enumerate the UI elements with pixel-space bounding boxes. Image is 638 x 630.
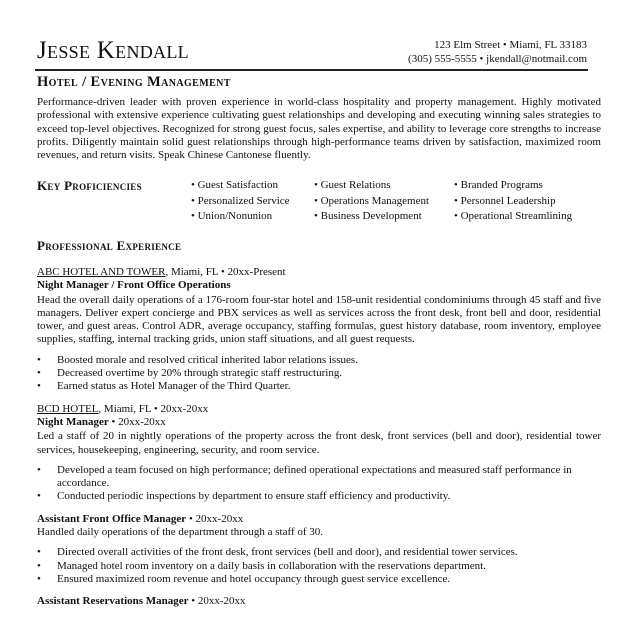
proficiency-item: • Union/Nonunion xyxy=(191,209,290,225)
job-title-line xyxy=(37,595,601,608)
achievement-list xyxy=(37,464,601,504)
achievement-item: • Ensured maximized room revenue and hotel occupancy through guest service excellence. xyxy=(37,573,601,586)
job-title-line xyxy=(37,416,601,429)
achievement-list xyxy=(37,354,601,394)
job-entry-assistant-front-office xyxy=(37,513,601,586)
job-title: Night Manager / Front Office Operations xyxy=(37,279,231,292)
achievement-item: • Developed a team focused on high performance; defined operational expectations and measured staff performance in accordance. xyxy=(37,464,601,491)
proficiency-item: • Personnel Leadership xyxy=(454,194,572,210)
contact-block xyxy=(408,38,587,66)
employer-line xyxy=(37,266,601,279)
job-title: Night Manager xyxy=(37,415,109,428)
proficiency-item: • Guest Satisfaction xyxy=(191,178,290,194)
achievement-item: • Decreased overtime by 20% through strategic staff restructuring. xyxy=(37,367,601,380)
proficiency-item: • Branded Programs xyxy=(454,178,572,194)
job-entry-assistant-reservations xyxy=(37,595,601,608)
phone-email: (305) 555-5555 • jkendall@notmail.com xyxy=(408,53,587,65)
job-title: Assistant Front Office Manager xyxy=(37,512,187,525)
job-entry-abc xyxy=(37,266,601,394)
achievement-list xyxy=(37,546,601,586)
job-description: Led a staff of 20 in nightly operations of the property across the front desk, front services (bell and door), residential tower services, housekeeping, engineering, security, and room service. xyxy=(37,430,601,456)
job-entry-bcd xyxy=(37,403,601,504)
proficiency-column-2 xyxy=(314,178,429,225)
role-dates: • 20xx-20xx xyxy=(186,512,244,525)
company-name: BCD HOTEL xyxy=(37,402,99,415)
proficiency-column-1 xyxy=(191,178,290,225)
company-name: ABC HOTEL AND TOWER xyxy=(37,266,166,278)
address: 123 Elm Street • Miami, FL 33183 xyxy=(434,39,587,51)
role-dates: • 20xx-20xx xyxy=(188,595,246,608)
location-dates: , Miami, FL • 20xx-Present xyxy=(165,266,286,278)
proficiency-item: • Operational Streamlining xyxy=(454,209,572,225)
job-title-line xyxy=(37,513,601,526)
headline: Hotel / Evening Management xyxy=(37,74,231,90)
header-rule xyxy=(35,69,588,71)
candidate-name: Jesse Kendall xyxy=(37,37,189,64)
proficiency-column-3 xyxy=(454,178,572,225)
key-proficiencies-heading: Key Proficiencies xyxy=(37,178,142,193)
job-description: Handled daily operations of the department through a staff of 30. xyxy=(37,526,324,539)
proficiency-item: • Business Development xyxy=(314,209,429,225)
achievement-item: • Earned status as Hotel Manager of the Third Quarter. xyxy=(37,380,601,393)
proficiency-item: • Personalized Service xyxy=(191,194,290,210)
achievement-item: • Boosted morale and resolved critical inherited labor relations issues. xyxy=(37,354,601,367)
achievement-item: • Conducted periodic inspections by department to ensure staff efficiency and productivity. xyxy=(37,490,601,503)
job-title: Assistant Reservations Manager xyxy=(37,595,189,608)
achievement-item: • Directed overall activities of the front desk, front services (bell and door), and residential tower services. xyxy=(37,546,601,559)
summary-paragraph: Performance-driven leader with proven experience in world-class hospitality and property management. Highly motivated professional with extensive experience cultivating guest relationships and developing and executing winning sales strategies to exceed top-level objectives. Recognized for strong guest focus, sales expertise, and ability to leverage core strengths to increase profits. Diligently maintain solid guest relationships through high-performance teams driven by satisfaction, maximized room revenues, and return visits. Speak Chinese Cantonese fluently. xyxy=(37,96,601,162)
role-dates: • 20xx-20xx xyxy=(108,415,166,428)
experience-list xyxy=(37,266,601,609)
professional-experience-heading: Professional Experience xyxy=(37,238,182,253)
achievement-item: • Managed hotel room inventory on a daily basis in collaboration with the reservations department. xyxy=(37,560,601,573)
job-description: Head the overall daily operations of a 176-room four-star hotel and 158-unit residential condominiums through 45 staff and five managers. Deliver expert concierge and PBX services as well as services across the front desk, front bell and door, residential tower, and guest areas. Control ADR, average occupancy, staffing formulas, guest history database, room inventory, employee supplies, staffing, internal tracking grids, union staff situations, and all guest requests. xyxy=(37,293,601,346)
location-dates: , Miami, FL • 20xx-20xx xyxy=(98,402,209,415)
proficiency-item: • Guest Relations xyxy=(314,178,429,194)
employer-line xyxy=(37,403,601,416)
proficiency-item: • Operations Management xyxy=(314,194,429,210)
